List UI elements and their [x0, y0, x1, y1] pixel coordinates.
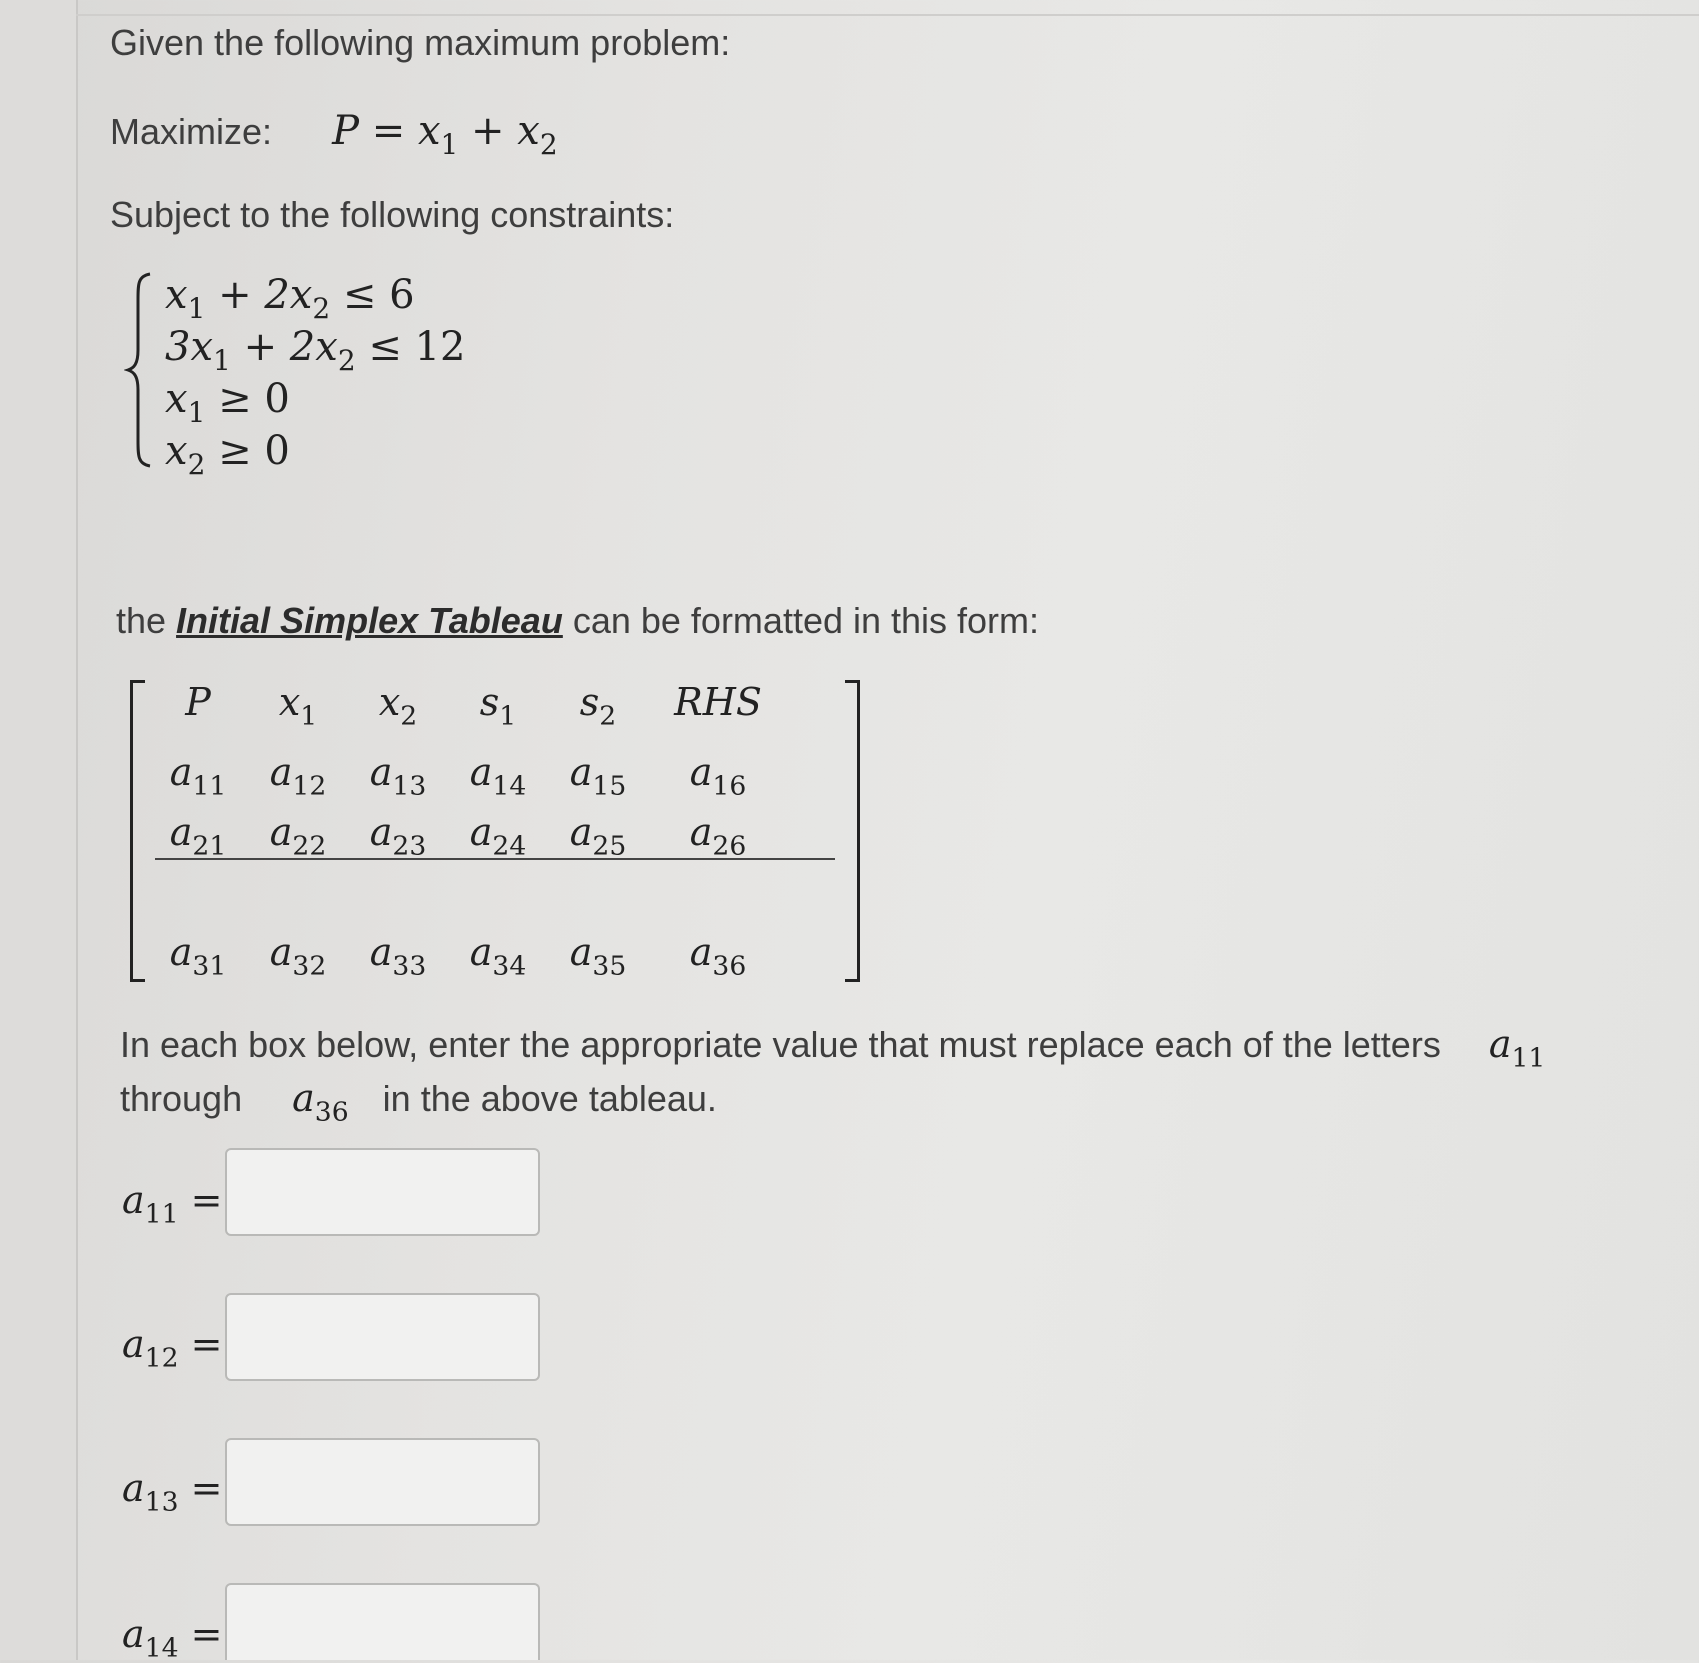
a12-eq: =	[190, 1322, 223, 1366]
cell-subscript: 21	[192, 830, 227, 862]
cell-symbol: a	[569, 750, 593, 794]
tableau-header-cell	[148, 680, 248, 724]
answer-label-a13	[122, 1466, 222, 1517]
tableau-header-cell	[348, 680, 448, 731]
tableau-text-before: the	[116, 600, 177, 641]
a14-letter: a	[122, 1612, 145, 1656]
answer-input-a12[interactable]	[225, 1293, 540, 1381]
constraint-1	[165, 272, 415, 325]
tableau-entry-cell	[348, 750, 448, 801]
c4-rel: ≥	[218, 428, 252, 474]
answer-input-a13[interactable]	[225, 1438, 540, 1526]
cell-subscript: 35	[592, 950, 627, 982]
objective-term2: x	[517, 108, 540, 154]
c4-rhs: 0	[264, 428, 290, 474]
initial-simplex-tableau-link[interactable]: Initial Simplex Tableau	[176, 600, 563, 641]
intro-text: Given the following maximum problem:	[110, 22, 731, 63]
c4-a: x	[165, 428, 188, 474]
first-letter-sub: 11	[1511, 1042, 1546, 1074]
a12-letter: a	[122, 1322, 145, 1366]
cell-subscript: 2	[599, 700, 617, 732]
tableau-entry-cell	[148, 930, 248, 981]
tableau-entry-cell	[548, 810, 648, 861]
a13-eq: =	[190, 1466, 223, 1510]
cell-symbol: s	[479, 680, 500, 724]
cell-subscript: 31	[192, 950, 227, 982]
left-bracket	[130, 680, 145, 982]
cell-subscript: 15	[592, 770, 627, 802]
constraint-3	[165, 376, 290, 429]
c2-rhs: 12	[414, 324, 466, 370]
subject-to-text: Subject to the following constraints:	[110, 194, 675, 235]
cell-subscript: 2	[400, 700, 418, 732]
cell-subscript: 26	[712, 830, 747, 862]
cell-symbol: a	[169, 750, 193, 794]
cell-subscript: 1	[300, 700, 318, 732]
tableau-entry-cell	[668, 810, 768, 861]
tableau-header-cell	[248, 680, 348, 731]
last-letter	[292, 1076, 349, 1128]
tableau-entry-cell	[448, 750, 548, 801]
answer-label-a12	[122, 1322, 222, 1373]
answer-label-a11	[122, 1178, 222, 1229]
a14-sub: 14	[144, 1632, 179, 1663]
c2-rel: ≤	[368, 324, 402, 370]
instruction-text-2: in the above tableau.	[382, 1078, 717, 1119]
cell-subscript: 1	[499, 700, 517, 732]
tableau-entry-cell	[248, 750, 348, 801]
cell-symbol: P	[185, 680, 211, 724]
cell-symbol: a	[469, 750, 493, 794]
tableau-entry-cell	[348, 810, 448, 861]
answer-input-a11[interactable]	[225, 1148, 540, 1236]
tableau-header-cell	[668, 680, 768, 724]
tableau-entry-cell	[668, 930, 768, 981]
first-letter	[1488, 1022, 1546, 1074]
last-letter-sub: 36	[314, 1096, 349, 1128]
objective-term1: x	[417, 108, 441, 154]
left-margin-strip	[0, 0, 78, 1660]
cell-subscript: 33	[392, 950, 427, 982]
instruction-line-1	[120, 1022, 1545, 1073]
a11-sub: 11	[144, 1198, 179, 1230]
objective-row	[110, 108, 558, 161]
cell-symbol: a	[369, 750, 393, 794]
cell-subscript: 32	[292, 950, 327, 982]
c1-rel: ≤	[342, 272, 377, 318]
tableau-text-after: can be formatted in this form:	[562, 600, 1040, 641]
tableau-entry-cell	[448, 930, 548, 981]
cell-symbol: a	[369, 810, 393, 854]
cell-symbol: RHS	[674, 680, 762, 724]
c2-b: 2x	[289, 324, 338, 370]
cell-symbol: a	[269, 750, 293, 794]
c3-a: x	[165, 376, 188, 422]
tableau-entry-cell	[348, 930, 448, 981]
answer-input-a14[interactable]	[225, 1583, 540, 1660]
cell-symbol: a	[689, 750, 713, 794]
maximize-label: Maximize:	[110, 111, 273, 152]
first-letter-a: a	[1488, 1022, 1512, 1066]
c1-a-sub: 1	[187, 291, 206, 325]
objective-lhs: P	[332, 108, 359, 154]
cell-symbol: x	[278, 680, 301, 724]
c3-rel: ≥	[218, 376, 252, 422]
c1-b-sub: 2	[312, 291, 331, 325]
c1-b: 2x	[264, 272, 313, 318]
tableau-entry-cell	[148, 750, 248, 801]
objective-term1-sub: 1	[440, 127, 459, 161]
a13-sub: 13	[144, 1486, 179, 1518]
cell-symbol: a	[569, 810, 593, 854]
simplex-tableau	[130, 680, 860, 980]
a12-sub: 12	[144, 1342, 179, 1374]
answer-label-a14	[122, 1612, 222, 1663]
tableau-divider	[155, 858, 835, 860]
cell-subscript: 36	[712, 950, 747, 982]
c2-a-sub: 1	[213, 343, 231, 377]
cell-subscript: 16	[712, 770, 747, 802]
tableau-header-cell	[548, 680, 648, 731]
cell-subscript: 23	[392, 830, 427, 862]
cell-symbol: a	[469, 930, 493, 974]
top-divider	[76, 14, 1699, 16]
cell-subscript: 11	[192, 770, 227, 802]
tableau-entry-cell	[248, 810, 348, 861]
tableau-entry-cell	[668, 750, 768, 801]
a11-letter: a	[122, 1178, 145, 1222]
cell-symbol: a	[169, 810, 193, 854]
a13-letter: a	[122, 1466, 145, 1510]
tableau-entry-cell	[248, 930, 348, 981]
cell-symbol: a	[469, 810, 493, 854]
c3-a-sub: 1	[187, 395, 206, 429]
a11-eq: =	[190, 1178, 223, 1222]
cell-symbol: a	[569, 930, 593, 974]
last-letter-a: a	[292, 1076, 315, 1120]
cell-subscript: 12	[292, 770, 327, 802]
cell-symbol: a	[369, 930, 393, 974]
c1-rhs: 6	[389, 272, 415, 318]
tableau-header-cell	[448, 680, 548, 731]
objective-plus: +	[471, 108, 505, 154]
cell-subscript: 13	[392, 770, 427, 802]
c2-b-sub: 2	[337, 343, 356, 377]
objective-equation	[332, 108, 558, 161]
instruction-through: through	[120, 1078, 243, 1119]
instruction-text-1: In each box below, enter the appropriate value that must replace each of the letters	[120, 1024, 1441, 1065]
a14-eq: =	[190, 1612, 223, 1656]
cell-subscript: 25	[592, 830, 627, 862]
tableau-entry-cell	[448, 810, 548, 861]
constraint-4	[165, 428, 290, 481]
cell-symbol: a	[689, 930, 713, 974]
c1-op: +	[218, 272, 252, 318]
left-brace-icon	[124, 270, 154, 470]
cell-symbol: a	[269, 930, 293, 974]
tableau-entry-cell	[548, 750, 648, 801]
instruction-line-2	[120, 1076, 717, 1127]
c2-a: 3x	[165, 324, 214, 370]
objective-eq: =	[371, 108, 406, 154]
cell-symbol: a	[169, 930, 193, 974]
cell-subscript: 24	[492, 830, 527, 862]
cell-symbol: s	[579, 680, 600, 724]
c3-rhs: 0	[264, 376, 290, 422]
objective-term2-sub: 2	[539, 127, 558, 161]
tableau-sentence	[116, 600, 1039, 642]
cell-symbol: a	[689, 810, 713, 854]
cell-symbol: x	[378, 680, 401, 724]
c1-a: x	[165, 272, 188, 318]
c2-op: +	[243, 324, 278, 370]
cell-symbol: a	[269, 810, 293, 854]
cell-subscript: 34	[492, 950, 527, 982]
tableau-entry-cell	[148, 810, 248, 861]
cell-subscript: 22	[292, 830, 327, 862]
cell-subscript: 14	[492, 770, 527, 802]
right-bracket	[845, 680, 860, 982]
tableau-entry-cell	[548, 930, 648, 981]
c4-a-sub: 2	[187, 447, 206, 481]
constraint-2	[165, 324, 466, 377]
